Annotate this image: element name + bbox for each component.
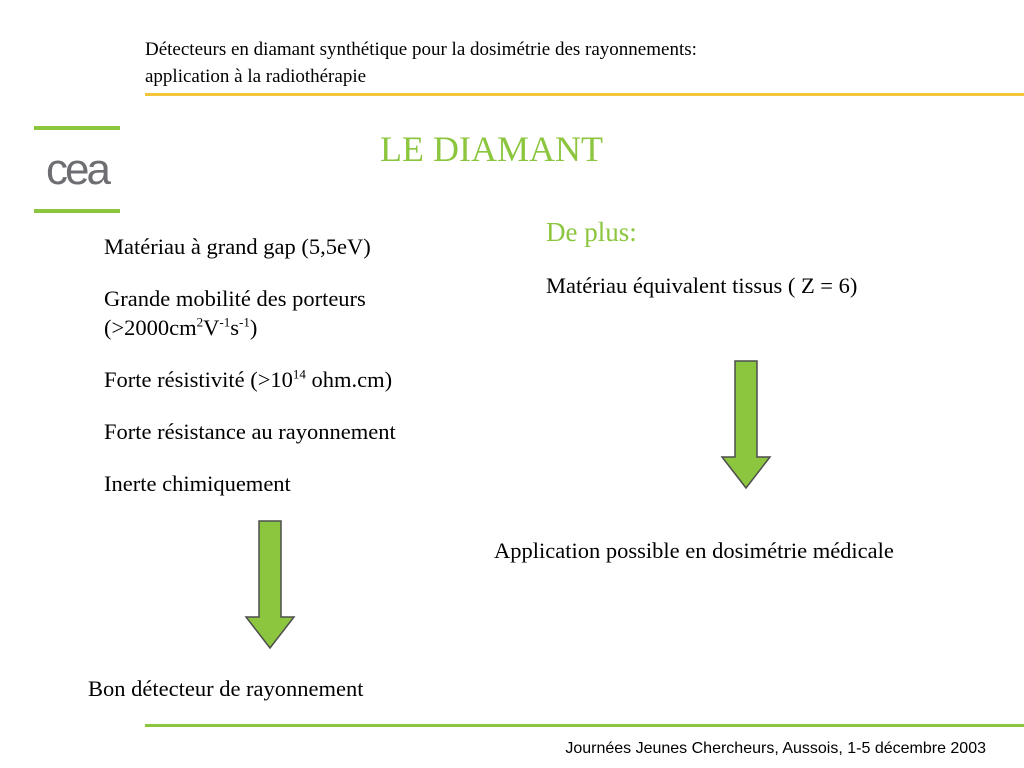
list-item: Matériau à grand gap (5,5eV) bbox=[104, 234, 371, 259]
header-title-line1: Détecteurs en diamant synthétique pour la dosimétrie des rayonnements: bbox=[145, 39, 697, 60]
header-title-line2: application à la radiothérapie bbox=[145, 66, 367, 87]
slide-title: LE DIAMANT bbox=[380, 129, 603, 169]
footer-text: Journées Jeunes Chercheurs, Aussois, 1-5 décembre 2003 bbox=[565, 740, 986, 757]
down-arrow-icon bbox=[244, 520, 296, 650]
cea-logo bbox=[34, 126, 120, 214]
property-list bbox=[104, 232, 396, 521]
right-text: Matériau équivalent tissus ( Z = 6) bbox=[546, 273, 858, 298]
list-item: Grande mobilité des porteurs $(>2000cm^2V^{-1}s^{-1})$ bbox=[104, 286, 366, 340]
list-item: Forte résistance au rayonnement bbox=[104, 419, 396, 444]
list-item: Forte résistivité ($>10^{14}$ ohm.cm) bbox=[104, 366, 393, 392]
left-conclusion: Bon détecteur de rayonnement bbox=[88, 676, 364, 701]
footer-divider bbox=[145, 724, 1024, 727]
right-heading: De plus: bbox=[546, 217, 637, 247]
right-conclusion: Application possible en dosimétrie médicale bbox=[494, 538, 894, 563]
header-divider bbox=[145, 93, 1024, 96]
down-arrow-icon bbox=[720, 360, 772, 490]
cea-logo-text: cea bbox=[46, 145, 108, 194]
header-title bbox=[145, 36, 697, 90]
list-item: Inerte chimiquement bbox=[104, 471, 291, 496]
